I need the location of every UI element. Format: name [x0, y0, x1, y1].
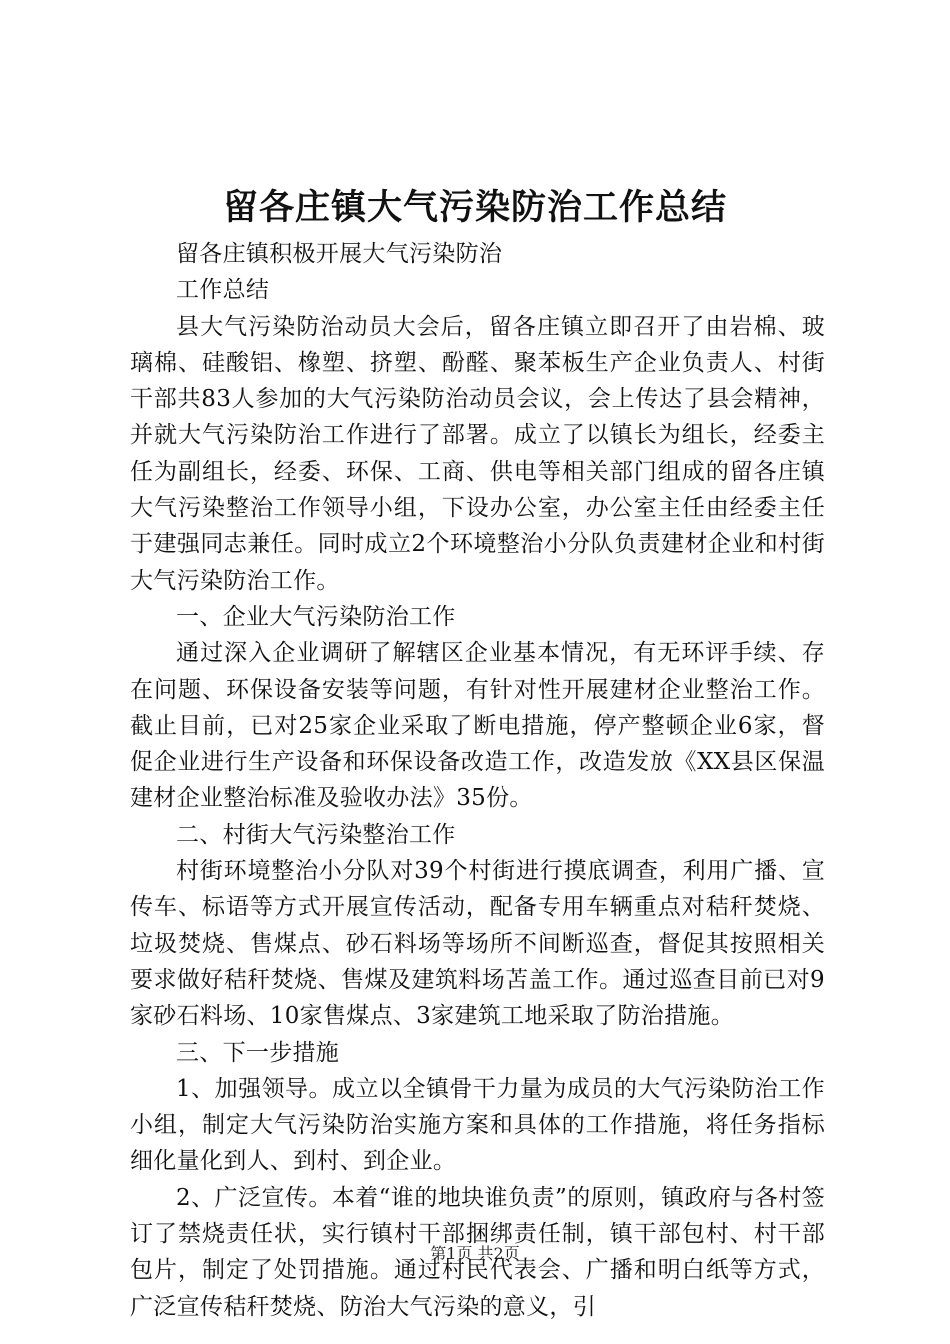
- subtitle-line-2: 工作总结: [176, 277, 270, 304]
- body-paragraph: 2、广泛宣传。本着“谁的地块谁负责”的原则，镇政府与各村签订了禁烧责任状，实行镇村干部捆绑责任制，镇干部包村、村干部包片，制定了处罚措施。通过村民代表会、广播和明白纸等方式，广泛宣传秸秆焚烧、防治大气污染的意义，引: [130, 1184, 825, 1320]
- body-paragraph: 1、加强领导。成立以全镇骨干力量为成员的大气污染防治工作小组，制定大气污染防治实施方案和具体的工作措施，将任务指标细化量化到人、到村、到企业。: [130, 1075, 825, 1175]
- document-title: 留各庄镇大气污染防治工作总结: [222, 188, 727, 228]
- body-paragraph: 通过深入企业调研了解辖区企业基本情况，有无环评手续、存在问题、环保设备安装等问题，有针对性开展建材企业整治工作。截止目前，已对25家企业采取了断电措施，停产整顿企业6家，督促企业进行生产设备和环保设备改造工作，改造发放《XX县区保温建材企业整治标准及验收办法》35份。: [130, 640, 825, 812]
- section-heading: 二、村街大气污染整治工作: [176, 821, 456, 848]
- section-heading: 一、企业大气污染防治工作: [176, 603, 456, 630]
- page-footer: 第1页 共2页: [430, 1244, 520, 1263]
- body-paragraph: 村街环境整治小分队对39个村街进行摸底调查，利用广播、宣传车、标语等方式开展宣传活动，配备专用车辆重点对秸秆焚烧、垃圾焚烧、售煤点、砂石料场等场所不间断巡查，督促其按照相关要求做好秸秆焚烧、售煤及建筑料场苫盖工作。通过巡查目前已对9家砂石料场、10家售煤点、3家建筑工地采取了防治措施。: [130, 858, 825, 1030]
- subtitle-line-1: 留各庄镇积极开展大气污染防治: [176, 241, 503, 267]
- section-heading: 三、下一步措施: [176, 1039, 340, 1066]
- document-body: [130, 236, 825, 1325]
- body-paragraph: 县大气污染防治动员大会后，留各庄镇立即召开了由岩棉、玻璃棉、硅酸铝、橡塑、挤塑、酚醛、聚苯板生产企业负责人、村街干部共83人参加的大气污染防治动员会议，会上传达了县会精神，并就大气污染防治工作进行了部署。成立了以镇长为组长，经委主任为副组长，经委、环保、工商、供电等相关部门组成的留各庄镇大气污染整治工作领导小组，下设办公室，办公室主任由经委主任于建强同志兼任。同时成立2个环境整治小分队负责建材企业和村街大气污染防治工作。: [130, 313, 825, 594]
